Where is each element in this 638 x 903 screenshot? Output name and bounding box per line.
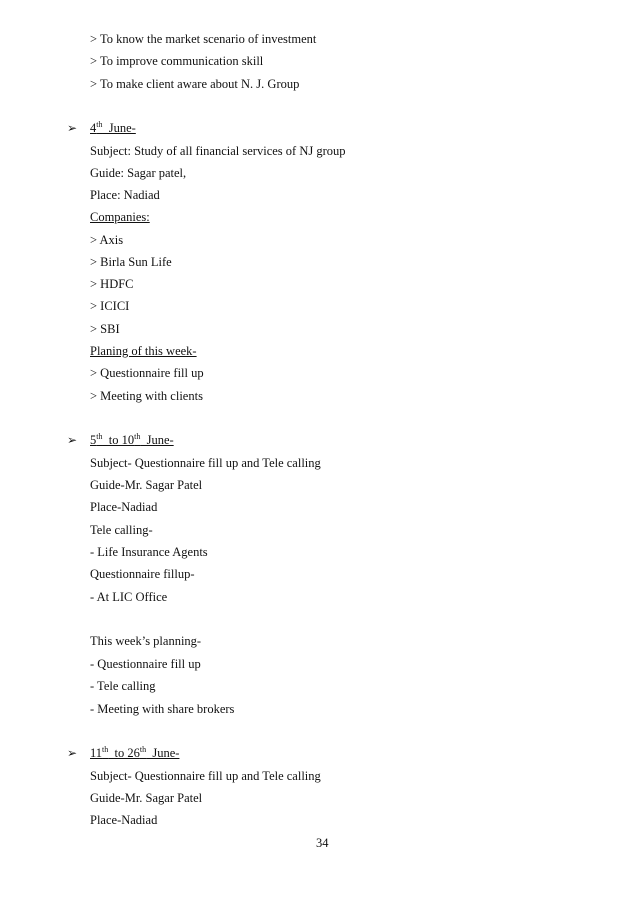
intro-line: > To know the market scenario of investment [90, 32, 317, 46]
week-planning-item: - Questionnaire fill up [90, 657, 201, 671]
heading-text: 4th June- [90, 120, 136, 135]
planning-item: > Questionnaire fill up [90, 366, 204, 380]
tele-calling-item: - Life Insurance Agents [90, 545, 208, 559]
planning-label: Planing of this week- [90, 344, 197, 358]
guide-line: Guide-Mr. Sagar Patel [90, 791, 203, 805]
subject-line: Subject: Study of all financial services of NJ group [90, 144, 346, 158]
section-heading-11-26-june [67, 746, 179, 760]
subject-line: Subject- Questionnaire fill up and Tele calling [90, 769, 321, 783]
guide-line: Guide: Sagar patel, [90, 166, 187, 180]
page-number: 34 [316, 836, 329, 850]
section-heading-4-june [67, 121, 136, 135]
week-planning-label: This week’s planning- [90, 634, 202, 648]
heading-text: 11th to 26th June- [90, 745, 180, 760]
heading-text: 5th to 10th June- [90, 432, 174, 447]
week-planning-item: - Tele calling [90, 679, 156, 693]
company-item: > Axis [90, 233, 124, 247]
company-item: > Birla Sun Life [90, 255, 172, 269]
intro-line: > To make client aware about N. J. Group [90, 77, 300, 91]
guide-line: Guide-Mr. Sagar Patel [90, 478, 203, 492]
planning-item: > Meeting with clients [90, 389, 203, 403]
companies-label: Companies: [90, 210, 150, 224]
arrow-bullet-icon: ➢ [67, 121, 78, 135]
arrow-bullet-icon: ➢ [67, 433, 78, 447]
place-line: Place: Nadiad [90, 188, 160, 202]
questionnaire-label: Questionnaire fillup- [90, 567, 195, 581]
week-planning-item: - Meeting with share brokers [90, 702, 235, 716]
subject-line: Subject- Questionnaire fill up and Tele calling [90, 456, 321, 470]
intro-line: > To improve communication skill [90, 54, 264, 68]
tele-calling-label: Tele calling- [90, 523, 153, 537]
place-line: Place-Nadiad [90, 813, 158, 827]
arrow-bullet-icon: ➢ [67, 746, 78, 760]
company-item: > SBI [90, 322, 120, 336]
company-item: > HDFC [90, 277, 134, 291]
questionnaire-item: - At LIC Office [90, 590, 168, 604]
place-line: Place-Nadiad [90, 500, 158, 514]
company-item: > ICICI [90, 299, 130, 313]
section-heading-5-10-june [67, 433, 174, 447]
